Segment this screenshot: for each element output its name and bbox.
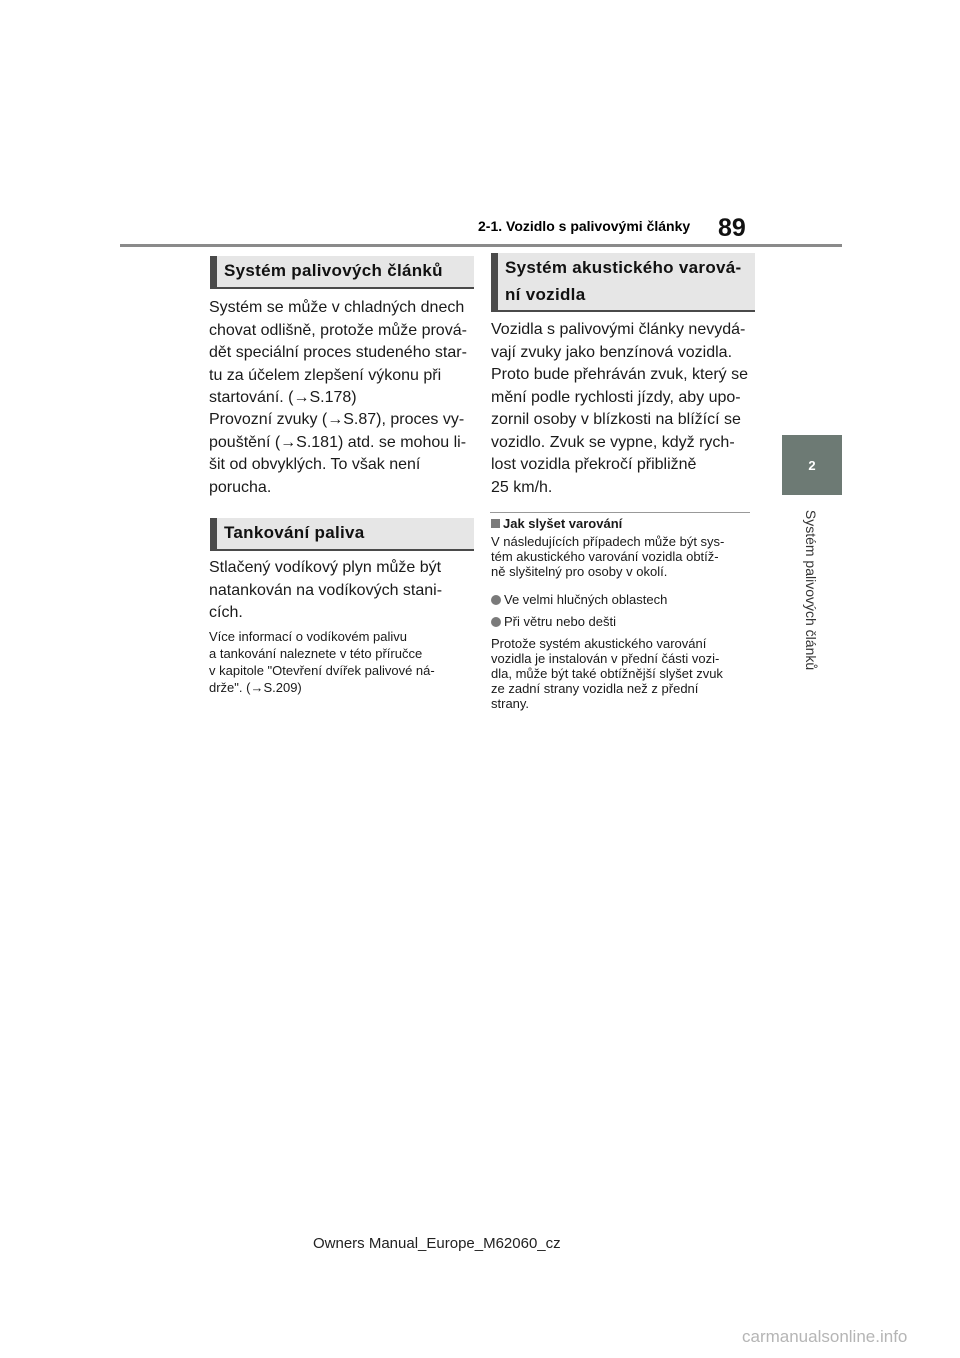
text-line: tém akustického varování vozidla obtíž- <box>491 549 719 564</box>
text-line: šit od obvyklých. To však není <box>209 456 421 473</box>
text-line: drže". (→S.209) <box>209 680 302 695</box>
text-line: strany. <box>491 696 530 711</box>
text-line: mění podle rychlosti jízdy, aby upo- <box>491 388 741 406</box>
paragraph-hydrogen <box>209 557 469 625</box>
heading-text: Tankování paliva <box>224 523 365 542</box>
text-line: pouštění (→S.181) atd. se mohou li- <box>209 433 467 451</box>
paragraph-hard-to-hear <box>491 534 753 579</box>
bullet-icon <box>491 617 501 627</box>
bullet-text: Ve velmi hlučných oblastech <box>504 592 668 607</box>
note-more-info <box>209 628 469 696</box>
text-line: Protože systém akustického varování <box>491 636 707 651</box>
subheading-text: Jak slyšet varování <box>503 516 623 531</box>
heading-refueling <box>210 518 474 549</box>
page-number: 89 <box>718 214 746 242</box>
text-line: ně slyšitelný pro osoby v okolí. <box>491 564 668 579</box>
watermark: carmanualsonline.info <box>742 1327 908 1346</box>
divider <box>490 512 750 513</box>
text-line: a tankování naleznete v této příručce <box>209 646 423 661</box>
bullet-icon <box>491 595 501 605</box>
document-id: Owners Manual_Europe_M62060_cz <box>313 1235 561 1252</box>
text-line: ze zadní strany vozidla než z přední <box>491 681 699 696</box>
heading-text: Systém palivových článků <box>224 261 443 280</box>
bullet-text: Při větru nebo dešti <box>504 614 617 629</box>
text-line: chovat odlišně, protože může prová- <box>209 321 467 339</box>
text-line: cích. <box>209 604 243 621</box>
text-line: startování. (→S.178) <box>209 389 357 406</box>
chapter-number: 2 <box>808 458 816 473</box>
text-line: dla, může být také obtížnější slyšet zvuk <box>491 666 723 681</box>
bullet-list-item <box>491 614 616 630</box>
square-bullet-icon <box>491 519 500 528</box>
heading-fuel-cell-system <box>210 256 474 287</box>
text-line: natankován na vodíkových stani- <box>209 581 443 599</box>
heading-text-line1: Systém akustického varová- <box>505 258 742 277</box>
chapter-title: Systém palivových článků <box>803 509 819 671</box>
heading-text-line2: ní vozidla <box>505 285 586 304</box>
section-label: 2-1. Vozidlo s palivovými články <box>478 218 691 234</box>
text-line: vají zvuky jako benzínová vozidla. <box>491 343 733 361</box>
text-line: lost vozidla překročí přibližně <box>491 456 697 473</box>
text-line: Více informací o vodíkovém palivu <box>209 629 407 644</box>
text-line: Stlačený vodíkový plyn může být <box>209 559 442 576</box>
text-line: 25 km/h. <box>491 478 553 496</box>
text-line: Systém se může v chladných dnech <box>209 299 465 316</box>
paragraph-acoustic-warning <box>491 319 753 499</box>
subheading-how-to-hear <box>491 516 622 532</box>
text-line: tu za účelem zlepšení výkonu při <box>209 366 442 384</box>
text-line: dět speciální proces studeného star- <box>209 344 467 361</box>
paragraph-operating-sounds <box>209 409 469 499</box>
text-line: Provozní zvuky (→S.87), proces vy- <box>209 411 465 428</box>
text-line: zornil osoby v blízkosti na blížící se <box>491 411 741 428</box>
text-line: v kapitole "Otevření dvířek palivové ná- <box>209 663 435 678</box>
text-line: Vozidla s palivovými články nevydá- <box>491 321 746 338</box>
bullet-list-item <box>491 592 667 608</box>
header-divider <box>120 244 842 247</box>
text-line: Proto bude přehráván zvuk, který se <box>491 366 749 383</box>
text-line: vozidlo. Zvuk se vypne, když rych- <box>491 433 735 451</box>
text-line: vozidla je instalován v přední části vozi- <box>491 651 720 666</box>
text-line: porucha. <box>209 478 272 496</box>
heading-acoustic-warning <box>491 253 755 310</box>
paragraph-front-mounted <box>491 636 753 711</box>
paragraph-cold-start <box>209 297 469 410</box>
text-line: V následujících případech může být sys- <box>491 534 725 549</box>
